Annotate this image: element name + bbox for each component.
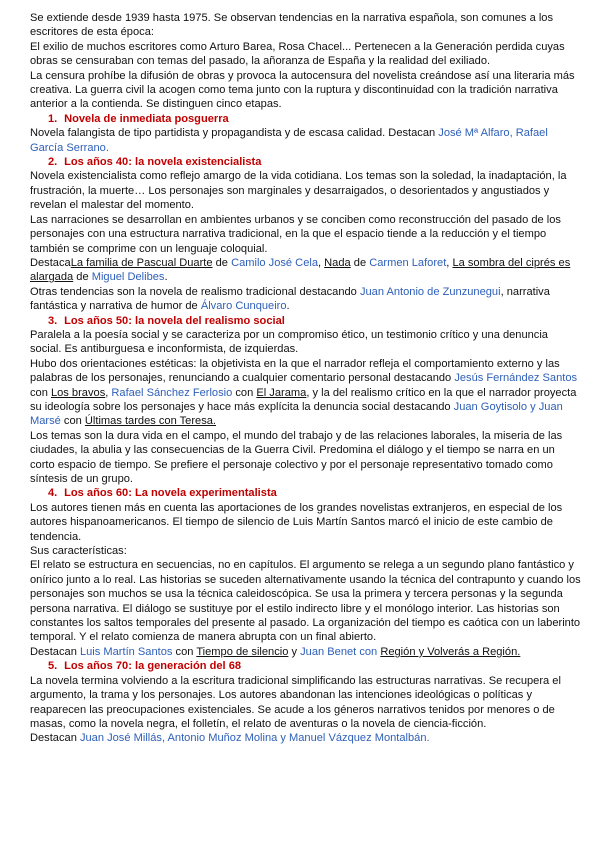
text-run: Novela falangista de tipo partidista y propagandista y de escasa calidad. Destacan (30, 127, 439, 140)
author-name: Camilo José Cela (231, 256, 318, 269)
section-title: Los años 60: La novela experimentalista (64, 487, 277, 500)
author-name: Juan Goytisolo y Juan Marsé (30, 400, 563, 428)
text-run: con (172, 645, 197, 658)
text-run: , (318, 256, 325, 269)
text-run: , y la del realismo crítico en la que el narrador proyecta su ideología sobre los personajes y hace más explícita la denuncia social destacando (30, 386, 577, 413)
section-title: Los años 50: la novela del realismo social (64, 314, 285, 327)
text-run: . (164, 271, 168, 284)
author-name: Carmen Laforet (369, 256, 447, 269)
author-names: Juan José Millás, Antonio Muñoz Molina y Manuel Vázquez Montalbán. (79, 732, 430, 745)
work-title: Nada (324, 256, 351, 269)
author-name: Álvaro Cunqueiro (200, 300, 287, 313)
author-name: Miguel Delibes (91, 271, 165, 284)
work-title: Últimas tardes con Teresa. (84, 415, 217, 428)
author-name: Jesús Fernández Santos (454, 372, 578, 385)
author-names: José Mª Alfaro, Rafael García Serrano. (30, 127, 548, 154)
section-number: 1. (48, 112, 58, 125)
text-run: Destacan (30, 645, 80, 658)
section-5-paragraph-2 (30, 731, 582, 745)
text-run: de (212, 256, 232, 269)
text-run: Destaca (30, 256, 71, 269)
section-3-paragraph-3: Los temas son la dura vida en el campo, el mundo del trabajo y de las relaciones laborales, la miseria de las ciudades, la abulia y las consecuencias de la Guerra Civil. Predomina el diálogo y el tiempo se narra en un corto espacio de tiempo. Se prefiere el personaje colectivo y por el personaje representativo tomado como síntesis de un grupo. (30, 429, 563, 485)
section-number: 4. (48, 487, 58, 500)
text-run: de (350, 256, 370, 269)
section-heading-5 (30, 659, 582, 673)
section-3-paragraph-2 (30, 357, 582, 429)
section-2-paragraph-3 (30, 256, 582, 285)
work-title: La sombra del ciprés es alargada (30, 256, 571, 284)
section-4-paragraph-1: Los autores tienen más en cuenta las aportaciones de los grandes novelistas extranjeros, en especial de los autores hispanoamericanos. El tiempo de silencio de Luis Martín Santos marcó el inicio de este cambio de tendencia. (30, 501, 563, 543)
text-run: Hubo dos orientaciones estéticas: la objetivista en la que el narrador refleja el comportamiento externo y las palabras de los personajes, renunciando a cualquier comentario personal destacando (30, 357, 560, 385)
work-title: La familia de Pascual Duarte (70, 256, 213, 269)
text-run: . (286, 300, 290, 313)
section-heading-3 (30, 314, 582, 328)
intro-paragraph-1: Se extiende desde 1939 hasta 1975. Se observan tendencias en la narrativa española, son comunes a los escritores de esta época: (30, 12, 553, 39)
section-1-paragraph (30, 126, 582, 155)
work-title: Tiempo de silencio (196, 645, 289, 658)
section-title: Los años 70: la generación del 68 (64, 660, 242, 673)
section-number: 5. (48, 660, 58, 673)
section-4-paragraph-2: Sus características: (30, 545, 127, 558)
text-run: Destacan (30, 732, 80, 745)
section-number: 3. (48, 314, 58, 327)
section-heading-4 (30, 486, 582, 500)
intro-paragraph-2: El exilio de muchos escritores como Arturo Barea, Rosa Chacel... Pertenecen a la Generación perdida cuyas obras se censuraban con temas del pasado, la añoranza de España y la realidad del exiliado. (30, 40, 565, 68)
section-number: 2. (48, 156, 58, 169)
author-name: Juan Antonio de Zunzunegui (359, 285, 501, 298)
section-2-paragraph-1: Novela existencialista como reflejo amargo de la vida cotidiana. Los temas son la soledad, la inadaptación, la frustración, la muerte… Los personajes son marginales y desarraigados, o desorientados y angustiados y revelan el malestar del momento. (30, 170, 567, 212)
text-run: y (288, 645, 301, 658)
text-run: , (105, 386, 112, 399)
work-title: Los bravos (50, 386, 106, 399)
intro-paragraph-3: La censura prohíbe la difusión de obras y provoca la autocensura del novelista creándose así una literaria más creativa. La guerra civil la acogen como tema junto con la ruptura y discontinuidad con la tradición narrativa anterior a la contienda. Se distinguen cinco etapas. (30, 69, 575, 111)
document-page (30, 11, 582, 746)
author-name: Rafael Sánchez Ferlosio (111, 386, 233, 399)
work-title: Región y Volverás a Región. (380, 645, 521, 658)
section-4-paragraph-4 (30, 645, 582, 659)
text-run: con (30, 386, 51, 399)
text-run: con (60, 415, 85, 428)
section-4-paragraph-3: El relato se estructura en secuencias, no en capítulos. El argumento se relega a un segundo plano fantástico y onírico junto a lo real. Las historias se suceden alternativamente usando la técnica del contrapunto y cuando los personajes son muchos se usa la técnica caleidoscópica. Se usa la primera y tercera personas y la segunda persona narrativa. El diálogo se sustituye por el estilo indirecto libre y el monólogo interior. Las historias son constantes los saltos temporales del presente al pasado. La organización del tiempo es caótica con un laberinto temporal. Y el relato comienza de manera abrupta con un final abierto. (30, 559, 581, 644)
text-run: de (73, 271, 92, 284)
section-title: Los años 40: la novela existencialista (64, 156, 262, 169)
text-run: con (232, 386, 257, 399)
section-2-paragraph-2: Las narraciones se desarrollan en ambientes urbanos y se conciben como reconstrucción del pasado de los personajes con una estructura narrativa tradicional, en la que el espacio tiende a la reducción y el tiempo también se comprime con un lenguaje coloquial. (30, 213, 561, 255)
section-heading-1 (30, 112, 582, 126)
section-5-paragraph-1: La novela termina volviendo a la escritura tradicional simplificando las estructuras narrativas. Se recupera el argumento, la trama y los personajes. Los autores abandonan las intenciones ideológicas o políticas y reaparecen las preocupaciones existenciales. Se acude a los géneros narrativos tenidos por menores o de masas, como la novela negra, el folletín, el relato de aventuras o la novela de ciencia-ficción. (30, 674, 561, 730)
section-title: Novela de inmediata posguerra (64, 112, 229, 125)
author-name: Luis Martín Santos (79, 645, 173, 658)
section-3-paragraph-1: Paralela a la poesía social y se caracteriza por un compromiso ético, un testimonio crítico y una denuncia social. Es antiburguesa e inconformista, de izquierdas. (30, 328, 548, 356)
text-run: , narrativa fantástica y narrativa de humor de (30, 285, 550, 313)
work-title: El Jarama (256, 386, 307, 399)
text-run: Otras tendencias son la novela de realismo tradicional destacando (30, 285, 360, 298)
section-heading-2 (30, 155, 582, 169)
author-name: Juan Benet con (300, 645, 378, 658)
text-run: , (446, 256, 453, 269)
section-2-paragraph-4 (30, 285, 582, 314)
